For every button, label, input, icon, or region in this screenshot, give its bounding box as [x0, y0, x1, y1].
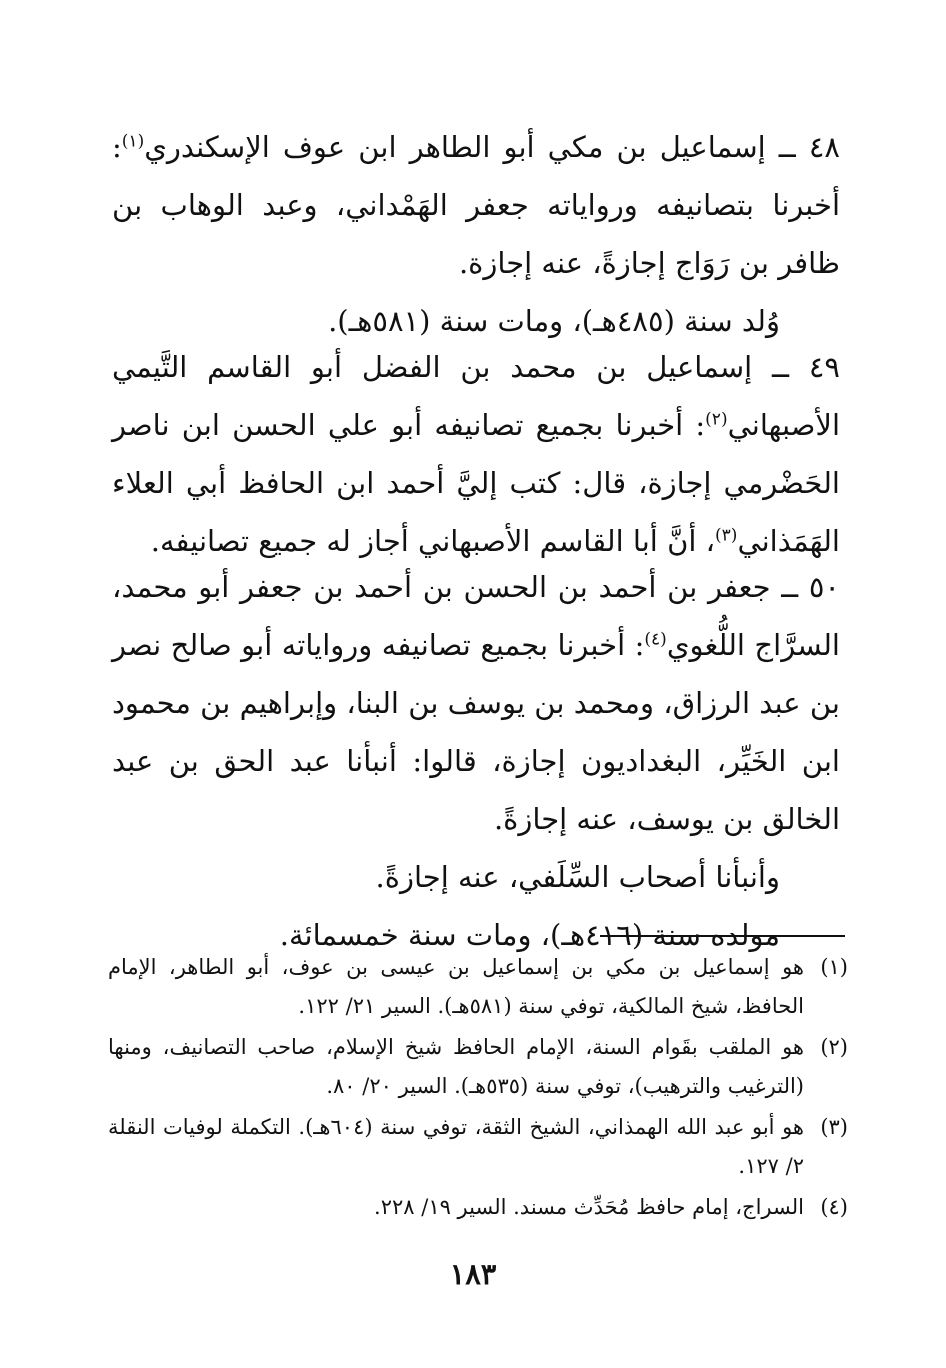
footnote-number: (٤): [820, 1195, 848, 1219]
footnote-3: [108, 1108, 848, 1186]
entry-49-heading: ٤٩ ــ إسماعيل بن محمد بن الفضل أبو القاسم التَّيمي الأصبهاني: [112, 350, 840, 442]
entry-48-paragraph: [112, 118, 840, 292]
footnote-1: [108, 948, 848, 1026]
entry-50-body: : أخبرنا بجميع تصانيفه ورواياته أبو صالح نصر بن عبد الرزاق، ومحمد بن يوسف بن البنا، وإبراهيم بن محمود ابن الخَيِّر، البغداديون إجازة، قالوا: أنبأنا عبد الحق بن عبد الخالق بن يوسف، عنه إجازةً.: [112, 628, 840, 836]
entry-49-body: : أخبرنا بجميع تصانيفه أبو علي الحسن ابن ناصر الحَضْرمي إجازة، قال: كتب إليَّ أحمد ابن الحافظ أبي العلاء الهَمَذاني: [112, 408, 840, 558]
footnote-text: هو إسماعيل بن مكي بن إسماعيل بن عيسى بن عوف، أبو الطاهر، الإمام الحافظ، شيخ المالكية، توفي سنة (٥٨١هـ). السير ٢١/ ١٢٢.: [108, 955, 804, 1018]
entry-48-body: أخبرنا بتصانيفه ورواياته جعفر الهَمْداني، وعبد الوهاب بن ظافر بن رَوَاج إجازةً، عنه إجازة.: [112, 188, 840, 280]
entry-48-heading: ٤٨ ــ إسماعيل بن مكي أبو الطاهر ابن عوف الإسكندري: [144, 130, 840, 164]
footnote-4: [108, 1188, 848, 1227]
entry-48-dates: وُلد سنة (٤٨٥هـ)، ومات سنة (٥٨١هـ).: [328, 304, 780, 338]
footnote-ref-4[interactable]: (٤): [644, 629, 667, 650]
footnotes-section: [108, 948, 848, 1229]
page-number: ١٨٣: [449, 1257, 497, 1291]
footnote-ref-2[interactable]: (٢): [705, 409, 728, 430]
entry-50-heading: ٥٠ ــ جعفر بن أحمد بن الحسن بن أحمد بن جعفر أبو محمد، السرَّاج اللُّغوي: [112, 570, 840, 662]
footnote-number: (١): [820, 955, 848, 979]
entry-50-paragraph: [112, 558, 840, 848]
footnote-ref-1[interactable]: (١): [121, 131, 145, 152]
footnote-2: [108, 1028, 848, 1106]
entry-49: [112, 338, 840, 570]
footnote-number: (٣): [820, 1115, 848, 1139]
entry-50-line-2: وأنبأنا أصحاب السِّلَفي، عنه إجازةً.: [375, 860, 780, 894]
footnote-number: (٢): [820, 1035, 848, 1059]
footnote-divider: [600, 935, 845, 937]
footnote-text: هو الملقب بقَوام السنة، الإمام الحافظ شيخ الإسلام، صاحب التصانيف، ومنها (الترغيب والترهيب)، توفي سنة (٥٣٥هـ). السير ٢٠/ ٨٠.: [108, 1035, 804, 1098]
footnote-text: السراج، إمام حافظ مُحَدِّث مسند. السير ١٩/ ٢٢٨.: [374, 1195, 804, 1219]
entry-49-paragraph: [112, 338, 840, 570]
entry-48: [112, 118, 840, 350]
footnote-ref-3[interactable]: (٣): [715, 525, 738, 546]
entry-49-body-end: ، أنَّ أبا القاسم الأصبهاني أجاز له جميع تصانيفه.: [150, 524, 716, 558]
entry-50-dates: مولده سنة (٤١٦هـ)، ومات سنة خمسمائة.: [279, 918, 780, 952]
footnote-text: هو أبو عبد الله الهمذاني، الشيخ الثقة، توفي سنة (٦٠٤هـ). التكملة لوفيات النقلة ٢/ ١٢٧.: [108, 1115, 804, 1178]
entry-48-heading-colon: :: [112, 130, 122, 164]
entry-50: [112, 558, 840, 964]
